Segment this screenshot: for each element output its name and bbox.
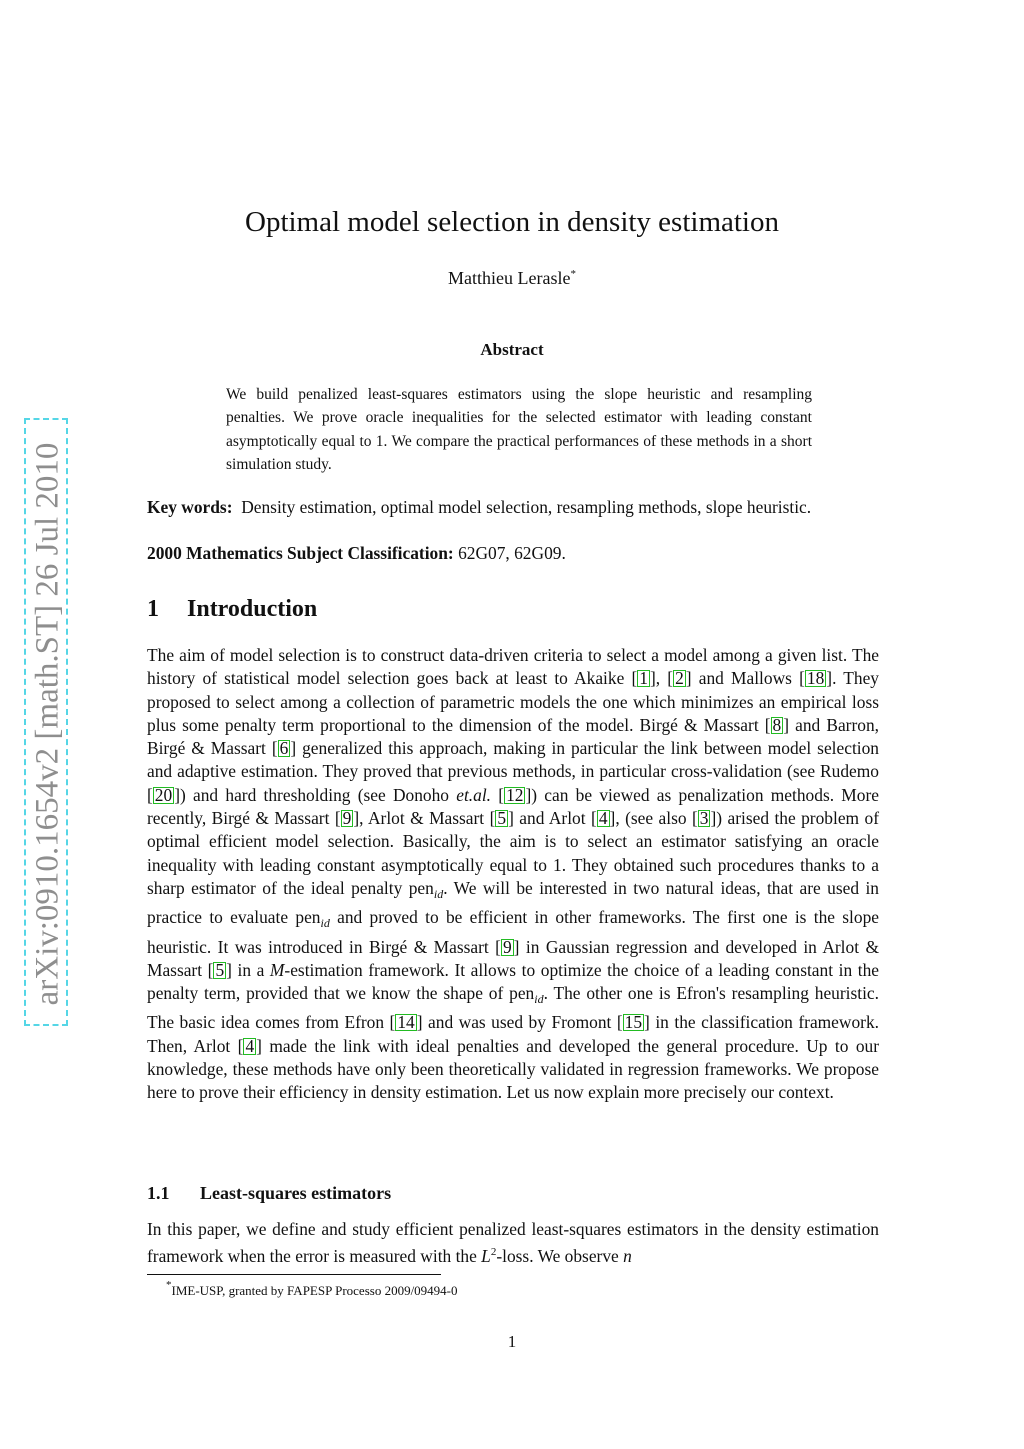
m-estimation-symbol: M bbox=[269, 959, 285, 980]
citation-link[interactable]: 14 bbox=[397, 1012, 415, 1033]
section-heading bbox=[147, 596, 317, 623]
etal-italic: et.al. bbox=[456, 784, 492, 805]
citation-link[interactable]: 15 bbox=[624, 1012, 643, 1033]
citation-link[interactable]: 5 bbox=[497, 808, 507, 829]
msc-paragraph bbox=[147, 542, 879, 565]
arxiv-stamp bbox=[24, 418, 68, 1026]
citation-link[interactable]: 8 bbox=[772, 714, 782, 735]
footnote-mark: * bbox=[166, 1279, 172, 1291]
arxiv-identifier: arXiv:0910.1654v2 [math.ST] 26 Jul 2010 bbox=[29, 442, 66, 1006]
n-symbol: n bbox=[623, 1246, 632, 1267]
citation-link[interactable]: 18 bbox=[806, 668, 825, 689]
citation-link[interactable]: 4 bbox=[245, 1035, 255, 1056]
section-title: Introduction bbox=[187, 596, 318, 622]
keywords-text: Density estimation, optimal model selection, resampling methods, slope heuristic. bbox=[241, 497, 812, 517]
pen-id-subscript: id bbox=[433, 886, 444, 901]
citation-link[interactable]: 5 bbox=[215, 959, 225, 980]
msc-codes: 62G07, 62G09. bbox=[458, 543, 566, 563]
pen-id-subscript: id bbox=[534, 992, 544, 1007]
paper-title: Optimal model selection in density estimation bbox=[245, 206, 779, 238]
section-number: 1 bbox=[147, 596, 159, 622]
citation-link[interactable]: 1 bbox=[639, 668, 648, 689]
citation-link[interactable]: 6 bbox=[279, 738, 289, 759]
footnote-divider bbox=[147, 1274, 441, 1275]
abstract-text: We build penalized least-squares estimators using the slope heuristic and resampling penalties. We prove oracle inequalities for the selected estimator with leading constant asymptotically equal to 1. We compare the practical performances of these methods in a short simulation study. bbox=[226, 386, 812, 474]
abstract-heading: Abstract bbox=[480, 340, 544, 359]
author-line bbox=[0, 268, 1024, 289]
keywords-label: Key words: bbox=[147, 497, 233, 517]
citation-link[interactable]: 9 bbox=[342, 808, 352, 829]
author-name: Matthieu Lerasle bbox=[448, 268, 571, 288]
citation-link[interactable]: 2 bbox=[675, 668, 684, 689]
footnote bbox=[166, 1279, 458, 1299]
author-footnote-mark: * bbox=[570, 268, 576, 280]
subsection-number: 1.1 bbox=[147, 1183, 170, 1203]
least-squares-paragraph: In this paper, we define and study efficient penalized least-squares estimators in the density estimation framework when the error is measured with the $L^2$-loss. We observe n bbox=[147, 1219, 879, 1267]
citation-link[interactable]: 20 bbox=[154, 784, 173, 805]
citation-link[interactable]: 3 bbox=[699, 808, 709, 829]
l2-superscript: 2 bbox=[490, 1246, 497, 1259]
citation-link[interactable]: 4 bbox=[598, 808, 608, 829]
introduction-paragraph: The aim of model selection is to construct data-driven criteria to select a model among a given list. The history of statistical model selection goes back at least to Akaike [ 1 ], [ 2 ] and Mallows [ 18 ]. They proposed to select among a collection of parametric models the one which minimizes an empirical loss plus some penalty term proportional to the dimension of the model. Birgé & Massart [ 8 ] and Barron, Birgé & Massart [ 6 ] generalized this approach, making in particular the link between model selection and adaptive estimation. They proved that previous methods, in particular cross-validation (see Rudemo [ 20 ]) and hard thresholding (see Donoho et.al. [ 12 ]) can be viewed as penalization methods. More recently, Birgé & Massart [ 9 ], Arlot & Massart [ 5 ] and Arlot [ 4 ], (see also [ 3 ]) arised the problem of optimal efficient model selection. Basically, the aim is to select an estimator satisfying an oracle inequality with leading constant asymptotically equal to 1. They obtained such procedures thanks to a sharp estimator of the ideal penalty pen$_{id}$. We will be interested in two natural ideas, that are used in practice to evaluate pen$_{id}$ and proved to be efficient in other frameworks. The first one is the slope heuristic. It was introduced in Birgé & Massart [ 9 ] in Gaussian regression and developed in Arlot & Massart [ 5 ] in a M-estimation framework. It allows to optimize the choice of a leading constant in the penalty term, provided that we know the shape of pen$_{id}$. The other one is Efron's resampling heuristic. The basic idea comes from Efron [ 14 ] and was used by Fromont [ 15 ] in the classification framework. Then, Arlot [ 4 ] made the link with ideal penalties and developed the general procedure. Up to our knowledge, these methods have only been theoretically validated in regression frameworks. We propose here to prove their efficiency in density estimation. Let us now explain more precisely our context. bbox=[147, 645, 880, 1103]
subsection-heading bbox=[147, 1183, 391, 1204]
citation-link[interactable]: 9 bbox=[502, 936, 512, 957]
l-space-symbol: L bbox=[481, 1246, 491, 1267]
page-number: 1 bbox=[507, 1332, 517, 1351]
msc-label: 2000 Mathematics Subject Classification: bbox=[147, 543, 454, 563]
subsection-title: Least-squares estimators bbox=[200, 1183, 392, 1203]
citation-link[interactable]: 12 bbox=[506, 784, 524, 805]
pen-id-subscript: id bbox=[320, 916, 330, 931]
footnote-text: IME-USP, granted by FAPESP Processo 2009/09494-0 bbox=[171, 1283, 458, 1298]
keywords-paragraph bbox=[147, 496, 879, 519]
